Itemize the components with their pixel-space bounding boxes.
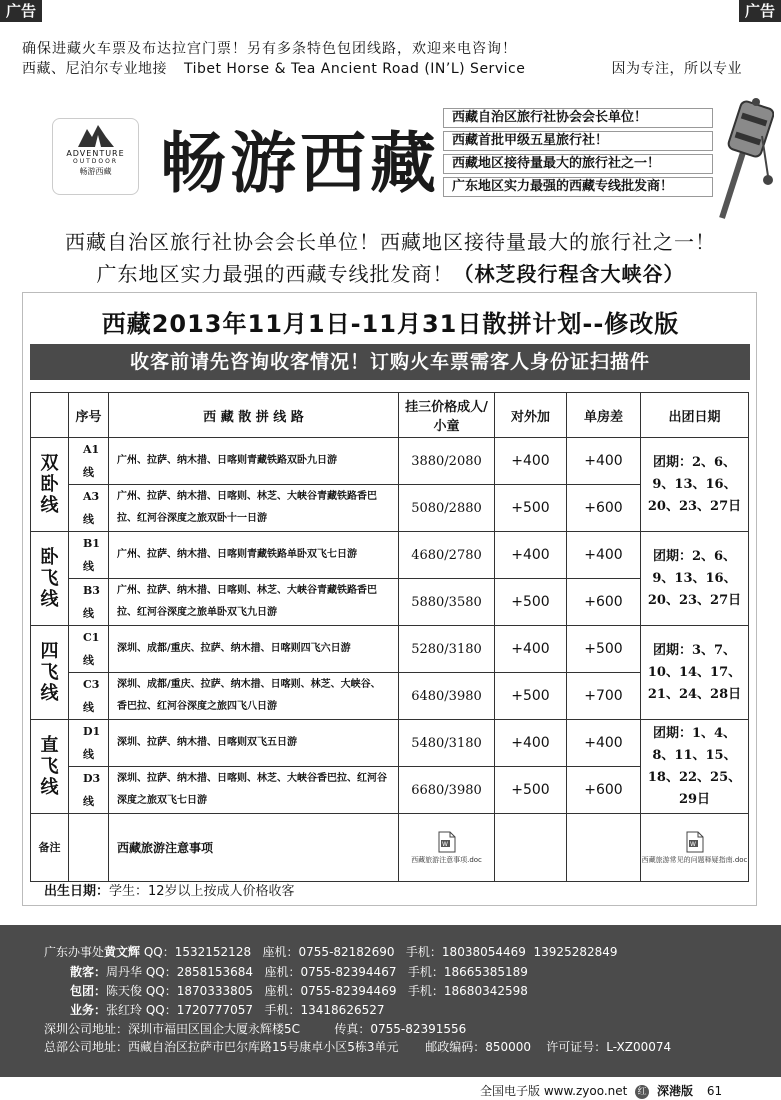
route-code: C1线 (69, 626, 109, 673)
route-code: D3线 (69, 767, 109, 814)
route-price: 5880/3580 (399, 579, 495, 626)
group-label: 直飞线 (31, 720, 69, 814)
credential-item: 西藏地区接待量最大的旅行社之一！ (443, 154, 713, 174)
logo-text-adventure: ADVENTURE (66, 149, 125, 158)
company-logo (52, 118, 139, 195)
headline-1: 西藏自治区旅行社协会会长单位！西藏地区接待量最大的旅行社之一！ (65, 230, 716, 254)
contact-line: 业务：张红玲 QQ：1720777057 手机：13418626527 (70, 1003, 385, 1017)
ad-tag-right: 广告 (739, 0, 781, 22)
contact-footer (0, 925, 781, 1077)
logo-text-cn: 畅游西藏 (79, 167, 112, 176)
route-code: D1线 (69, 720, 109, 767)
route-name: 广州、拉萨、纳木措、日喀则、林芝、大峡谷青藏铁路香巴拉、红河谷深度之旅单卧双飞九日游 (109, 579, 399, 626)
table-row (31, 438, 749, 485)
credential-item: 广东地区实力最强的西藏专线批发商！ (443, 177, 713, 197)
notice-banner: 收客前请先咨询收客情况！订购火车票需客人身份证扫描件 (30, 344, 750, 380)
route-code: C3线 (69, 673, 109, 720)
route-price: 6480/3980 (399, 673, 495, 720)
remark-text: 西藏旅游注意事项 (109, 814, 399, 882)
route-name: 广州、拉萨、纳木措、日喀则、林芝、大峡谷青藏铁路香巴拉、红河谷深度之旅双卧十一日游 (109, 485, 399, 532)
header-single: 单房差 (567, 393, 641, 438)
empty-cell (69, 814, 109, 882)
edition-badge: 红 (635, 1085, 649, 1099)
attachment-label: 西藏旅游注意事项.doc (411, 855, 482, 864)
table-row (31, 720, 749, 767)
route-name: 深圳、成都/重庆、拉萨、纳木措、日喀则四飞六日游 (109, 626, 399, 673)
route-extra: +500 (495, 767, 567, 814)
word-document-icon (686, 831, 704, 853)
route-price: 5480/3180 (399, 720, 495, 767)
route-price: 4680/2780 (399, 532, 495, 579)
route-price: 5080/2880 (399, 485, 495, 532)
address-line: 深圳公司地址：深圳市福田区国企大厦永辉楼5C 传真：0755-82391556 (44, 1022, 467, 1036)
route-price: 5280/3180 (399, 626, 495, 673)
contact-line: 散客：周丹华 QQ：2858153684 座机：0755-82394467 手机：18665385189 (70, 965, 528, 979)
group-dates: 团期：2、6、9、13、16、20、23、27日 (641, 532, 749, 626)
route-name: 广州、拉萨、纳木措、日喀则青藏铁路单卧双飞七日游 (109, 532, 399, 579)
route-single: +500 (567, 626, 641, 673)
route-price: 6680/3980 (399, 767, 495, 814)
group-dates: 团期：3、7、10、14、17、21、24、28日 (641, 626, 749, 720)
route-code: B3线 (69, 579, 109, 626)
route-single: +700 (567, 673, 641, 720)
route-name: 深圳、成都/重庆、拉萨、纳木措、日喀则、林芝、大峡谷、香巴拉、红河谷深度之旅四飞八日游 (109, 673, 399, 720)
contact-line: 广东办事处黄文辉 QQ：1532152128 座机：0755-82182690 手机：18038054469 13925282849 (44, 945, 618, 959)
route-single: +400 (567, 532, 641, 579)
route-extra: +400 (495, 720, 567, 767)
edition-name: 深港版 (657, 1084, 694, 1098)
route-single: +400 (567, 720, 641, 767)
route-code: B1线 (69, 532, 109, 579)
group-dates: 团期：2、6、9、13、16、20、23、27日 (641, 438, 749, 532)
table-row (31, 814, 749, 882)
ad-tag-left: 广告 (0, 0, 42, 22)
headline-2-note: （林芝段行程含大峡谷） (453, 262, 685, 286)
header-seq: 序号 (69, 393, 109, 438)
group-label: 卧飞线 (31, 532, 69, 626)
header-price: 挂三价格成人/小童 (399, 393, 495, 438)
page-footer (480, 1082, 722, 1099)
table-row (31, 532, 749, 579)
route-name: 深圳、拉萨、纳木措、日喀则双飞五日游 (109, 720, 399, 767)
attachment-travel-notes[interactable] (399, 814, 495, 882)
route-table (30, 392, 749, 882)
route-extra: +500 (495, 485, 567, 532)
credential-item: 西藏自治区旅行社协会会长单位！ (443, 108, 713, 128)
word-document-icon (438, 831, 456, 853)
header-route: 西 藏 散 拼 线 路 (109, 393, 399, 438)
birth-text: 学生：12岁以上按成人价格收客 (109, 884, 295, 899)
route-extra: +400 (495, 438, 567, 485)
address-line: 总部公司地址：西藏自治区拉萨市巴尔库路15号康卓小区5栋3单元 邮政编码：850000 许可证号：L-XZ00074 (44, 1040, 672, 1054)
route-extra: +400 (495, 532, 567, 579)
attachment-faq[interactable] (641, 814, 749, 882)
empty-cell (495, 814, 567, 882)
group-label: 四飞线 (31, 626, 69, 720)
header-cell (31, 393, 69, 438)
intro-slogan: 因为专注，所以专业 (611, 61, 742, 77)
brand-title: 畅游西藏 (160, 124, 440, 202)
intro-service-en: Tibet Horse & Tea Ancient Road (IN’L) Service (183, 61, 526, 77)
route-price: 3880/2080 (399, 438, 495, 485)
table-header-row (31, 393, 749, 438)
svg-text:W: W (689, 840, 696, 848)
route-code: A1线 (69, 438, 109, 485)
remark-label: 备注 (31, 814, 69, 882)
group-label: 双卧线 (31, 438, 69, 532)
route-single: +600 (567, 485, 641, 532)
route-name: 深圳、拉萨、纳木措、日喀则、林芝、大峡谷香巴拉、红河谷深度之旅双飞七日游 (109, 767, 399, 814)
route-single: +600 (567, 579, 641, 626)
header-extra: 对外加 (495, 393, 567, 438)
credential-list (443, 108, 713, 200)
credential-item: 西藏首批甲级五星旅行社！ (443, 131, 713, 151)
contact-line: 包团：陈天俊 QQ：1870333805 座机：0755-82394469 手机：18680342598 (70, 984, 528, 998)
birth-label: 出生日期： (44, 884, 110, 899)
route-extra: +500 (495, 673, 567, 720)
site-url: 全国电子版 www.zyoo.net (480, 1084, 628, 1098)
intro-line-1: 确保进藏火车票及布达拉宫门票！另有多条特色包团线路，欢迎来电咨询！ (22, 41, 517, 57)
headline-2-main: 广东地区实力最强的西藏专线批发商！ (96, 262, 454, 286)
headline-2 (0, 258, 781, 287)
group-dates: 团期：1、4、8、11、15、18、22、25、29日 (641, 720, 749, 814)
attachment-label: 西藏旅游常见的问题释疑指南.doc (641, 855, 748, 864)
route-extra: +500 (495, 579, 567, 626)
intro-line-2 (22, 58, 742, 78)
logo-text-outdoor: OUTDOOR (72, 158, 118, 165)
mountain-icon (78, 125, 114, 147)
route-name: 广州、拉萨、纳木措、日喀则青藏铁路双卧九日游 (109, 438, 399, 485)
svg-text:W: W (441, 840, 448, 848)
route-single: +400 (567, 438, 641, 485)
plan-title: 西藏2013年11月1日-11月31日散拼计划--修改版 (101, 310, 680, 338)
route-code: A3线 (69, 485, 109, 532)
birth-note (44, 880, 295, 899)
empty-cell (567, 814, 641, 882)
page-number: 61 (706, 1084, 723, 1098)
route-extra: +400 (495, 626, 567, 673)
table-row (31, 626, 749, 673)
prayer-wheel-icon (712, 96, 774, 222)
route-single: +600 (567, 767, 641, 814)
intro-service-cn: 西藏、尼泊尔专业地接 (22, 61, 167, 77)
header-dates: 出团日期 (641, 393, 749, 438)
